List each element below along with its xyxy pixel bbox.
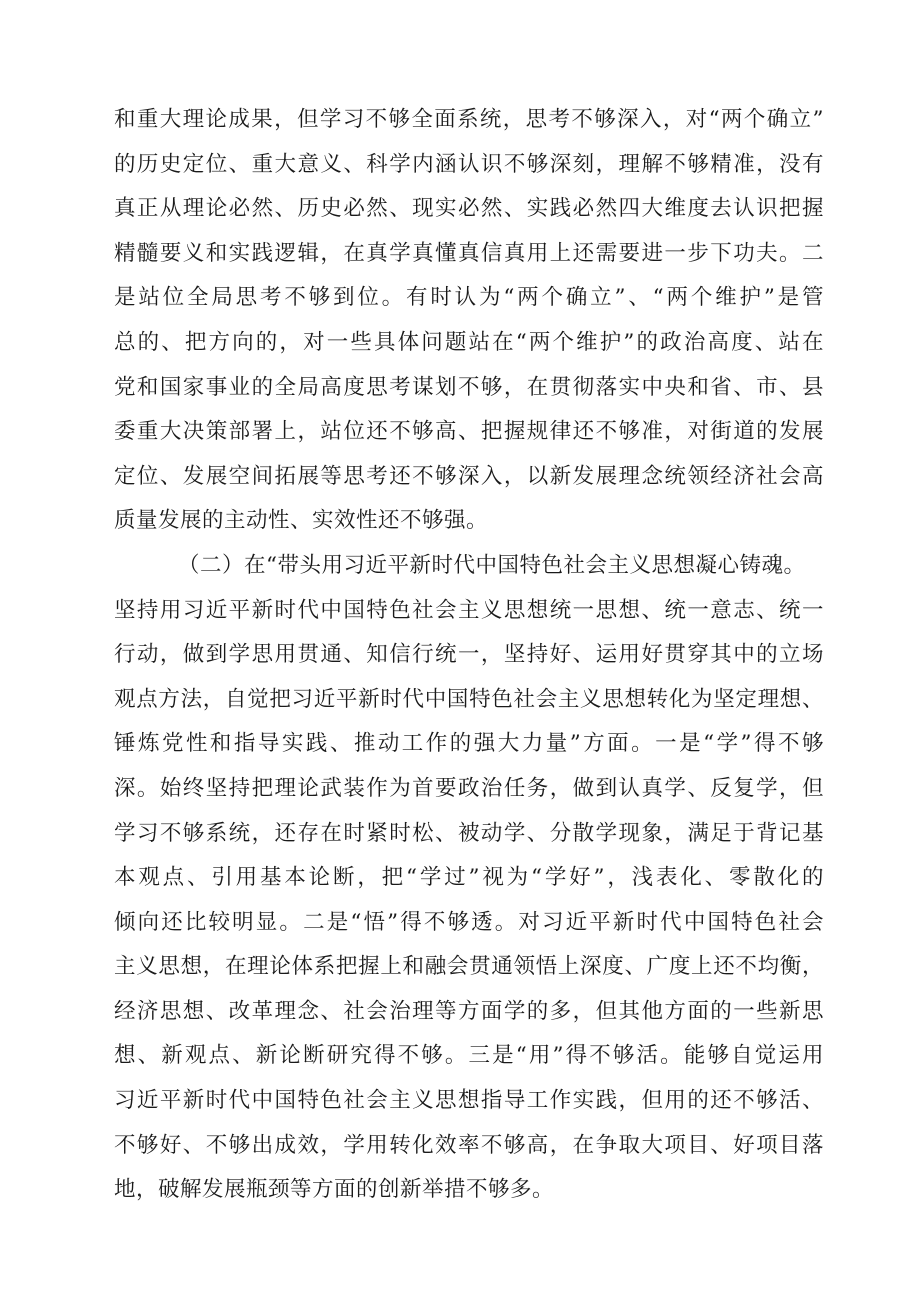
text-line: 精髓要义和实践逻辑，在真学真懂真信真用上还需要进一步下功夫。二 <box>114 240 824 266</box>
text-line: 是站位全局思考不够到位。有时认为“两个确立”、“两个维护”是管 <box>114 285 824 311</box>
paragraph-2 <box>114 544 824 1213</box>
document-body <box>114 98 824 1213</box>
text-line: 经济思想、改革理念、社会治理等方面学的多，但其他方面的一些新思 <box>114 998 824 1024</box>
text-line: 不够好、不够出成效，学用转化效率不够高，在争取大项目、好项目落 <box>114 1132 824 1158</box>
text-line: 观点方法，自觉把习近平新时代中国特色社会主义思想转化为坚定理想、 <box>114 686 824 712</box>
text-line: 总的、把方向的，对一些具体问题站在“两个维护”的政治高度、站在 <box>114 329 824 355</box>
text-line: 深。始终坚持把理论武装作为首要政治任务，做到认真学、反复学，但 <box>114 775 824 801</box>
text-line: 地，破解发展瓶颈等方面的创新举措不够多。 <box>114 1177 555 1203</box>
text-line: 委重大决策部署上，站位还不够高、把握规律还不够准，对街道的发展 <box>114 419 824 445</box>
text-line: 锤炼党性和指导实践、推动工作的强大力量”方面。一是“学”得不够 <box>114 731 824 757</box>
text-line: 倾向还比较明显。二是“悟”得不够透。对习近平新时代中国特色社会 <box>114 909 824 935</box>
text-line: 真正从理论必然、历史必然、现实必然、实践必然四大维度去认识把握 <box>114 196 824 222</box>
text-line: 党和国家事业的全局高度思考谋划不够，在贯彻落实中央和省、市、县 <box>114 374 824 400</box>
paragraph-1 <box>114 98 824 544</box>
text-line: 习近平新时代中国特色社会主义思想指导工作实践，但用的还不够活、 <box>114 1088 824 1114</box>
text-line: 定位、发展空间拓展等思考还不够深入，以新发展理念统领经济社会高 <box>114 463 824 489</box>
text-line: （二）在“带头用习近平新时代中国特色社会主义思想凝心铸魂。 <box>178 552 806 578</box>
text-line: 坚持用习近平新时代中国特色社会主义思想统一思想、统一意志、统一 <box>114 597 824 623</box>
text-line: 想、新观点、新论断研究得不够。三是“用”得不够活。能够自觉运用 <box>114 1043 824 1069</box>
text-line: 本观点、引用基本论断，把“学过”视为“学好”，浅表化、零散化的 <box>114 865 824 891</box>
text-line: 质量发展的主动性、实效性还不够强。 <box>114 508 489 534</box>
text-line: 行动，做到学思用贯通、知信行统一，坚持好、运用好贯穿其中的立场 <box>114 642 824 668</box>
text-line: 学习不够系统，还存在时紧时松、被动学、分散学现象，满足于背记基 <box>114 820 824 846</box>
text-line: 主义思想，在理论体系把握上和融会贯通领悟上深度、广度上还不均衡， <box>114 954 824 980</box>
text-line: 和重大理论成果，但学习不够全面系统，思考不够深入，对“两个确立” <box>114 107 824 132</box>
text-line: 的历史定位、重大意义、科学内涵认识不够深刻，理解不够精准，没有 <box>114 151 824 177</box>
